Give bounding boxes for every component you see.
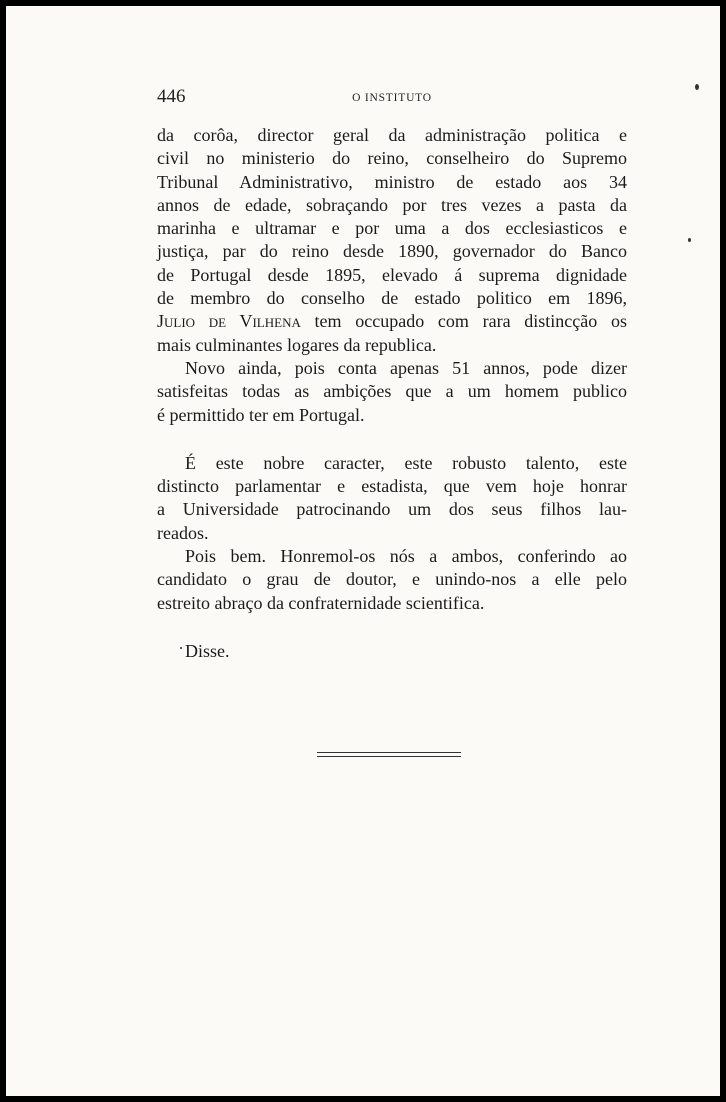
text-line: de Portugal desde 1895, elevado á suprema dignidade: [157, 264, 627, 285]
text-line: justiça, par do reino desde 1890, governador do Banco: [157, 241, 627, 262]
paragraph: [157, 545, 627, 615]
text-line: Novo ainda, pois conta apenas 51 annos, pode dizer: [185, 357, 627, 378]
text-fragment: tem occupado com rara distincção os: [300, 311, 627, 332]
person-name: Julio de Vilhena: [157, 311, 301, 332]
text-line: É este nobre caracter, este robusto talento, este: [185, 452, 627, 473]
text-line: civil no ministerio do reino, conselheiro do Supremo: [157, 148, 627, 169]
text-line: Pois bem. Honremol-os nós a ambos, conferindo ao: [185, 546, 627, 567]
text-line: satisfeitas todas as ambições que a um homem publico: [157, 381, 627, 402]
text-line: estreito abraço da confraternidade scientifica.: [157, 592, 485, 613]
paragraph: [157, 124, 627, 357]
text-line: é permittido ter em Portugal.: [157, 404, 365, 425]
closing-word: Disse.: [185, 640, 230, 661]
running-title: O INSTITUTO: [352, 92, 432, 104]
print-speck: [688, 238, 691, 242]
text-line: distincto parlamentar e estadista, que vem hoje honrar: [157, 476, 627, 497]
page-header: [157, 86, 627, 112]
paragraph: [157, 452, 627, 545]
text-line: marinha e ultramar e por uma a dos ecclesiasticos e: [157, 218, 627, 239]
text-line: annos de edade, sobraçando por tres vezes a pasta da: [157, 194, 627, 215]
text-line: candidato o grau de doutor, e unindo-nos a elle pelo: [157, 569, 627, 590]
paragraph: [157, 357, 627, 427]
end-rule: [317, 752, 461, 757]
text-line: [157, 310, 627, 333]
print-speck: [180, 647, 182, 649]
text-line: de membro do conselho de estado politico em 1896,: [157, 288, 627, 309]
page-number: 446: [157, 86, 186, 107]
paragraph-gap: [157, 427, 627, 452]
text-line: da corôa, director geral da administração politica e: [157, 125, 627, 145]
text-line: reados.: [157, 522, 209, 543]
body-text: [157, 124, 627, 663]
text-line: Tribunal Administrativo, ministro de estado aos 34: [157, 171, 627, 192]
text-line: a Universidade patrocinando um dos seus filhos lau-: [157, 499, 627, 520]
text-line: mais culminantes logares da republica.: [157, 334, 437, 355]
print-speck: [695, 84, 699, 90]
